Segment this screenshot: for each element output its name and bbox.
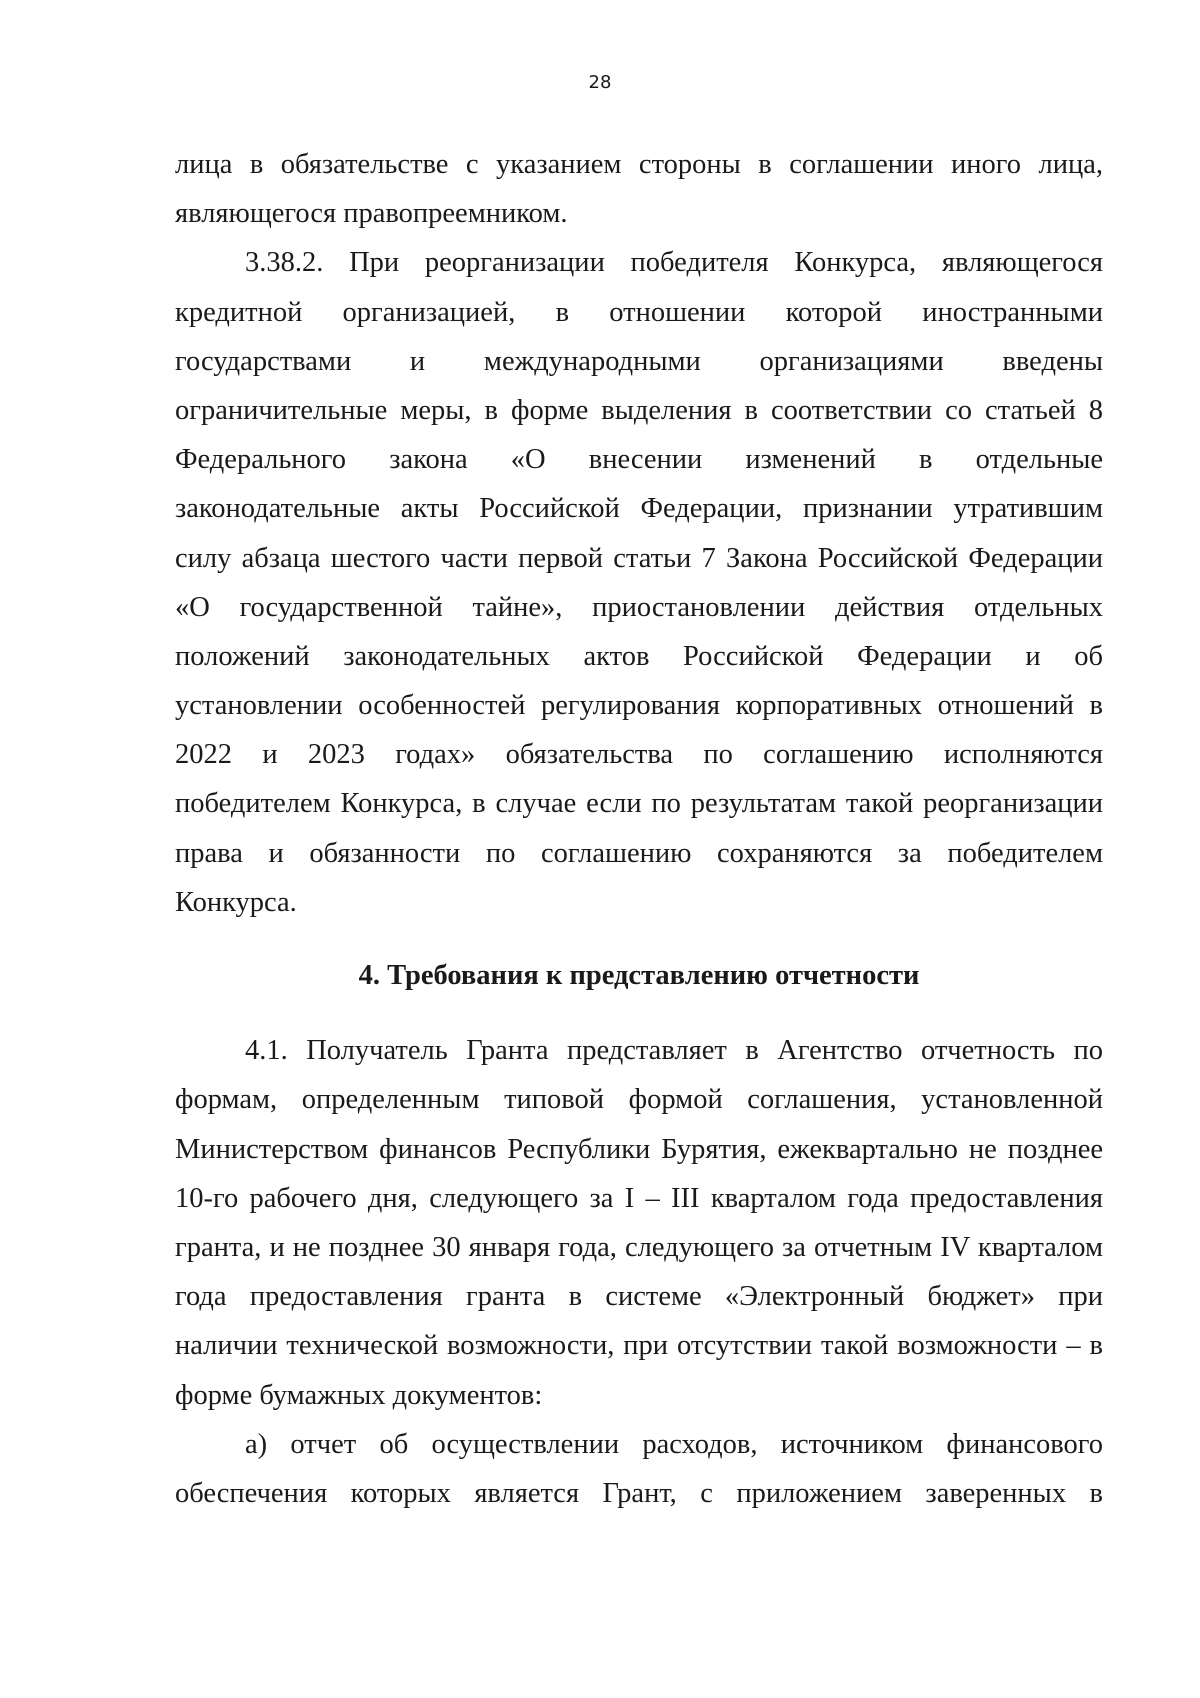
paragraph xyxy=(175,1026,1103,1420)
document-body xyxy=(175,140,1103,1518)
text-line: 10-го рабочего дня, следующего за I – III кварталом года предоставления xyxy=(175,1182,1103,1214)
text-line: наличии технической возможности, при отсутствии такой возможности – в xyxy=(175,1330,1103,1362)
text-line: а) отчет об осуществлении расходов, источником финансового xyxy=(245,1428,1103,1460)
text-line: формам, определенным типовой формой соглашения, установленной xyxy=(175,1084,1103,1116)
text-line: года предоставления гранта в системе «Электронный бюджет» при xyxy=(175,1281,1103,1313)
text-line: 4.1. Получатель Гранта представляет в Агентство отчетность по xyxy=(245,1035,1103,1067)
text-line: лица в обязательстве с указанием стороны в соглашении иного лица, xyxy=(175,149,1103,180)
text-line: силу абзаца шестого части первой статьи 7 Закона Российской Федерации xyxy=(175,542,1103,574)
text-line: форме бумажных документов: xyxy=(175,1379,543,1411)
page-number: 28 xyxy=(588,72,612,93)
text-line: установлении особенностей регулирования корпоративных отношений в xyxy=(175,690,1103,722)
text-line: кредитной организацией, в отношении которой иностранными xyxy=(175,296,1103,328)
text-line: положений законодательных актов Российской Федерации и об xyxy=(175,640,1103,672)
text-line: обеспечения которых является Грант, с приложением заверенных в xyxy=(175,1477,1103,1509)
paragraph xyxy=(175,238,1103,927)
text-line: победителем Конкурса, в случае если по результатам такой реорганизации xyxy=(175,788,1103,820)
text-line: гранта, и не позднее 30 января года, следующего за отчетным IV кварталом xyxy=(175,1231,1103,1263)
text-line: законодательные акты Российской Федерации, признании утратившим xyxy=(175,493,1103,525)
text-line: 3.38.2. При реорганизации победителя Конкурса, являющегося xyxy=(245,247,1103,279)
text-line: «О государственной тайне», приостановлении действия отдельных xyxy=(175,591,1103,623)
text-line: являющегося правопреемником. xyxy=(175,198,568,230)
section-heading: 4. Требования к представлению отчетности xyxy=(358,960,920,991)
text-line: 2022 и 2023 годах» обязательства по соглашению исполняются xyxy=(175,739,1103,771)
paragraph xyxy=(175,140,1103,238)
text-line: Министерством финансов Республики Бурятия, ежеквартально не позднее xyxy=(175,1133,1103,1165)
text-line: права и обязанности по соглашению сохраняются за победителем xyxy=(175,837,1103,869)
paragraph xyxy=(175,1420,1103,1518)
text-line: Федерального закона «О внесении изменений в отдельные xyxy=(175,444,1103,476)
text-line: ограничительные меры, в форме выделения в соответствии со статьей 8 xyxy=(175,394,1103,426)
text-line: Конкурса. xyxy=(175,886,297,918)
text-line: государствами и международными организациями введены xyxy=(175,345,1103,377)
